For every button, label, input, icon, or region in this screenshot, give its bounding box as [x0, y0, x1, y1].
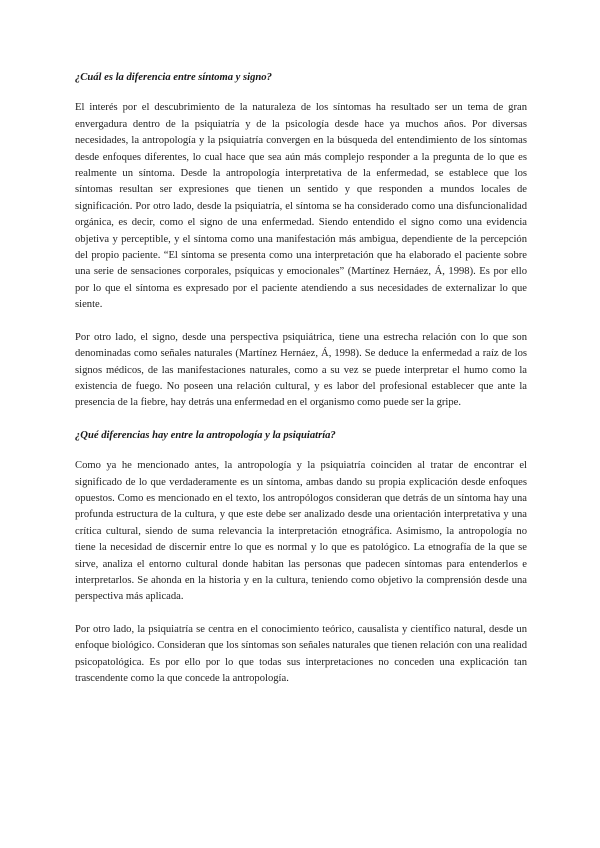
section-2-heading: ¿Qué diferencias hay entre la antropología y la psiquiatría? — [75, 429, 336, 441]
section-2-paragraph-1: Como ya he mencionado antes, la antropología y la psiquiatría coinciden al tratar de encontrar el significado de lo que verdaderamente es un síntoma, ambas dando su propia explicación desde enfoques opuestos. Como es mencionado en el texto, los antropólogos consideran que detrás de un síntoma hay una profunda estructura de la cultura, y que este debe ser analizado desde una orientación interpretativa y una crítica cultural, siendo de suma relevancia la interpretación etnográfica. Asimismo, la antropología no tiene la necesidad de discernir entre lo que es normal y lo que es patológico. La etnografía de la que se sirve, analiza el entorno cultural donde habitan las personas que padecen síntomas para entenderlos e interpretarlos. Se ahonda en la historia y en la cultura, teniendo como objetivo la comprensión desde una perspectiva más aplicada. — [75, 460, 527, 603]
section-1-paragraph-2: Por otro lado, el signo, desde una perspectiva psiquiátrica, tiene una estrecha relación con lo que son denominadas como señales naturales (Martínez Hernáez, Á, 1998). Se deduce la enfermedad a raíz de los signos médicos, de las manifestaciones naturales, como a su vez se puede interpretar el humo como la existencia de fuego. No poseen una relación cultural, y es labor del profesional establecer que ante la presencia de la fiebre, hay detrás una enfermedad en el organismo como puede ser la gripe. — [75, 331, 527, 409]
section-1-heading: ¿Cuál es la diferencia entre síntoma y signo? — [75, 72, 272, 83]
document-page — [75, 70, 527, 703]
section-1-paragraph-1: El interés por el descubrimiento de la naturaleza de los síntomas ha resultado ser un tema de gran envergadura dentro de la psiquiatría y de la psicología desde hace ya muchos años. Por diversas necesidades, la antropología y la psiquiatría convergen en la búsqueda del entendimiento de los síntomas desde enfoques diferentes, lo cual hace que sea aún más complejo responder a la pregunta de lo que es realmente un síntoma. Desde la antropología interpretativa de la enfermedad, se establece que los síntomas resultan ser expresiones que tienen un sentido y que responden a mundos locales de significación. Por otro lado, desde la psiquiatría, el síntoma se ha considerado como una disfuncionalidad orgánica, es decir, como el signo de una enfermedad. Siendo entendido el signo como una evidencia objetiva y perceptible, y el síntoma como una manifestación más ambigua, dependiente de la percepción del propio paciente. “El síntoma se presenta como una interpretación que ha elaborado el paciente sobre una serie de sensaciones corporales, psíquicas y emocionales” (Martínez Hernáez, Á, 1998). Es por ello por lo que el síntoma es expresado por el paciente atendiendo a sus necesidades de externalizar lo que siente. — [75, 102, 527, 311]
section-2-paragraph-2: Por otro lado, la psiquiatría se centra en el conocimiento teórico, causalista y científico natural, desde un enfoque biológico. Consideran que los síntomas son señales naturales que tienen relación con una realidad psicopatológica. Es por ello por lo que todas sus interpretaciones no conceden una explicación tan trascendente como la que concede la antropología. — [75, 623, 527, 684]
